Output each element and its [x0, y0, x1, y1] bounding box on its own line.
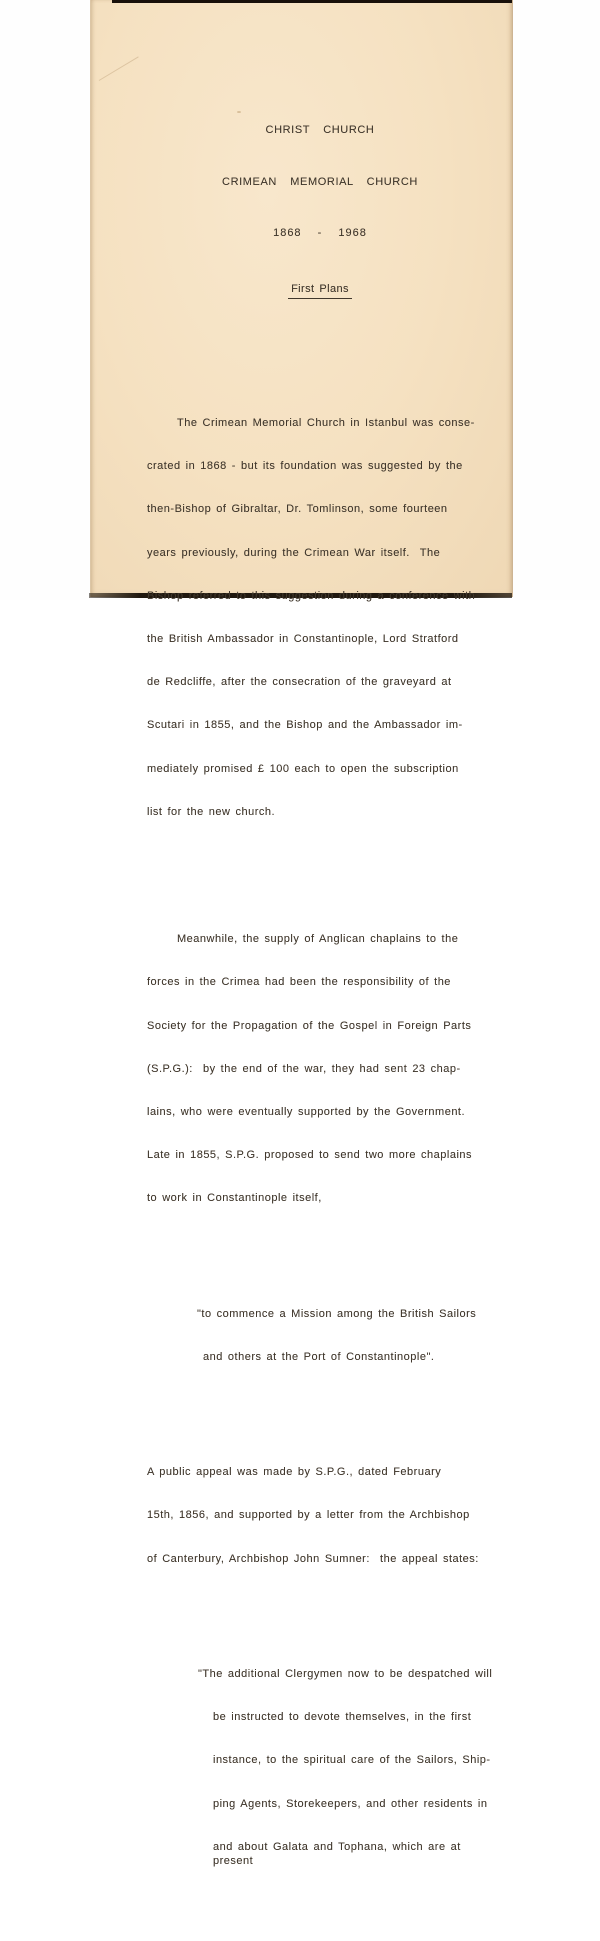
- text-line: Late in 1855, S.P.G. proposed to send two more chaplains: [147, 1149, 473, 1162]
- text-line: list for the new church.: [147, 805, 276, 818]
- text-line: lains, who were eventually supported by the Government.: [147, 1106, 466, 1119]
- section-heading: [147, 282, 493, 298]
- text-line: Society for the Propagation of the Gospel in Foreign Parts: [147, 1019, 472, 1032]
- page-text: [147, 0, 493, 1941]
- quote-line: be instructed to devote themselves, in the first: [213, 1711, 472, 1724]
- paragraph-2: [147, 903, 493, 1234]
- text-line: mediately promised £ 100 each to open the subscription: [147, 762, 459, 775]
- paper-crease: [99, 56, 139, 81]
- page-title-line2: CRIMEAN MEMORIAL CHURCH: [222, 175, 418, 188]
- block-quote-1: [147, 1278, 493, 1393]
- block-quote-2: [147, 1638, 493, 1897]
- text-line: de Redcliffe, after the consecration of the graveyard at: [147, 676, 452, 689]
- paragraph-1: [147, 387, 493, 848]
- text-line: 15th, 1856, and supported by a letter from the Archbishop: [147, 1509, 470, 1522]
- text-line: Scutari in 1855, and the Bishop and the Ambassador im-: [147, 719, 463, 732]
- page-title-years: 1868 - 1968: [273, 227, 367, 240]
- paragraph-3: [147, 1436, 493, 1594]
- text-line: A public appeal was made by S.P.G., dated February: [147, 1466, 442, 1479]
- text-line: the British Ambassador in Constantinople, Lord Stratford: [147, 633, 459, 646]
- text-line: Meanwhile, the supply of Anglican chaplains to the: [177, 933, 459, 946]
- text-line: then-Bishop of Gibraltar, Dr. Tomlinson, some fourteen: [147, 503, 448, 516]
- quote-line: "The additional Clergymen now to be despatched will: [198, 1667, 493, 1680]
- text-line: to work in Constantinople itself,: [147, 1192, 322, 1205]
- text-line: Bishop referred to this suggestion during a conference with: [147, 589, 476, 602]
- quote-line: "to commence a Mission among the British Sailors: [197, 1307, 477, 1320]
- text-line: forces in the Crimea had been the responsibility of the: [147, 976, 451, 989]
- quote-line: and about Galata and Tophana, which are at present: [213, 1840, 466, 1868]
- text-line: crated in 1868 - but its foundation was suggested by the: [147, 460, 463, 473]
- quote-line: and others at the Port of Constantinople".: [203, 1350, 435, 1363]
- text-line: The Crimean Memorial Church in Istanbul was conse-: [177, 416, 475, 429]
- text-line: of Canterbury, Archbishop John Sumner: the appeal states:: [147, 1552, 479, 1565]
- text-line: years previously, during the Crimean War itself. The: [147, 546, 441, 559]
- section-heading-underlined-text: First Plans: [288, 282, 352, 298]
- text-line: (S.P.G.): by the end of the war, they had sent 23 chap-: [147, 1062, 461, 1075]
- page-title-line1: CHRIST CHURCH: [265, 124, 375, 137]
- quote-line: instance, to the spiritual care of the Sailors, Ship-: [213, 1754, 491, 1767]
- page-header: [147, 43, 493, 327]
- quote-line: ping Agents, Storekeepers, and other residents in: [213, 1797, 488, 1810]
